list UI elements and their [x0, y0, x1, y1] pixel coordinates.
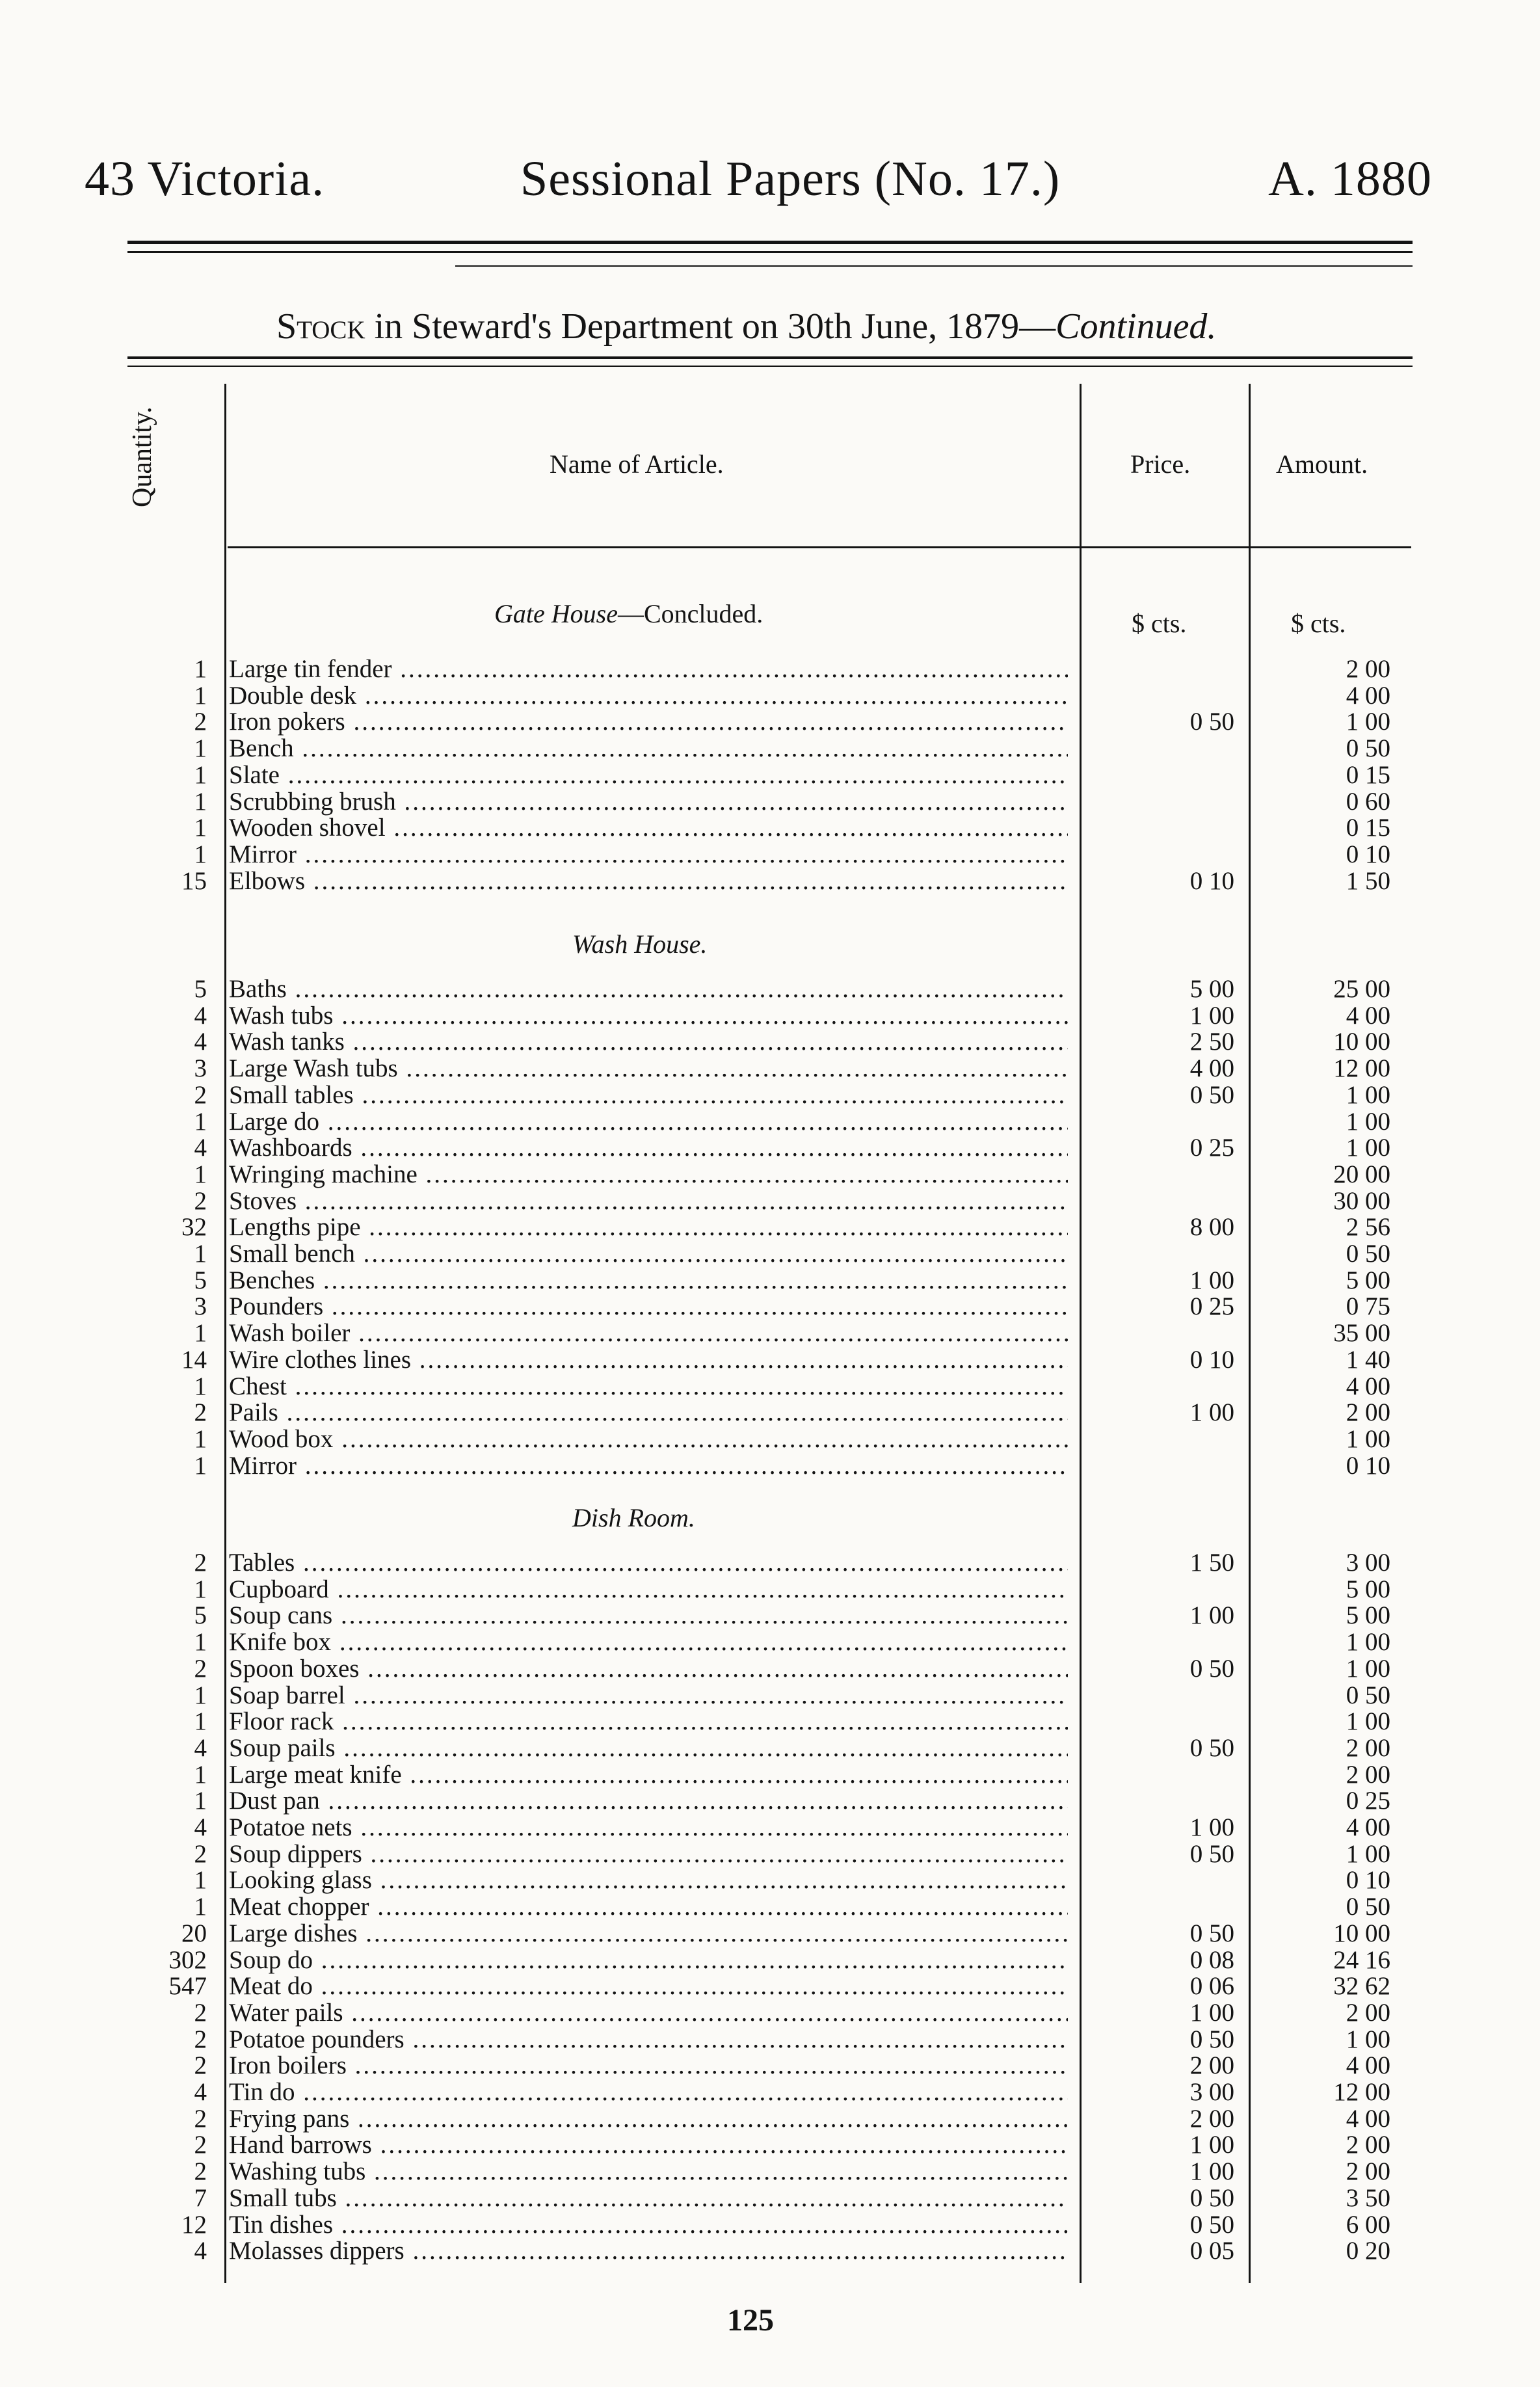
quantity-cell: 2	[194, 1839, 207, 1868]
article-name-cell: Potatoe nets .....	[229, 1814, 1068, 1841]
quantity-cell: 7	[194, 2183, 207, 2212]
quantity-cell: 1	[194, 1628, 207, 1657]
article-name-cell: Potatoe pounders .....	[229, 2026, 1068, 2053]
price-cell: 0 08	[1189, 1945, 1234, 1974]
amount-cell: 2 00	[1346, 2131, 1390, 2159]
amount-cell: 1 50	[1346, 866, 1390, 895]
amount-cell: 2 00	[1346, 2157, 1390, 2186]
header-center: Sessional Papers (No. 17.)	[520, 152, 1061, 206]
price-cell: 1 00	[1189, 1601, 1234, 1630]
article-name-cell: Washing tubs .....	[229, 2158, 1068, 2185]
amount-cell: 0 50	[1346, 1240, 1390, 1268]
price-cell: 3 00	[1189, 2078, 1234, 2106]
price-cell: 1 00	[1189, 1813, 1234, 1841]
article-name-cell: Soup dippers .....	[229, 1841, 1068, 1868]
quantity-cell: 20	[181, 1919, 207, 1947]
quantity-cell: 2	[194, 1549, 207, 1577]
article-name-cell: Double desk .....	[229, 682, 1068, 710]
article-name-cell: Large meat knife .....	[229, 1761, 1068, 1789]
amount-cell: 0 20	[1346, 2237, 1390, 2265]
price-cell: 1 00	[1189, 2157, 1234, 2186]
header-rule-thin	[127, 251, 1413, 253]
amount-cell: 1 00	[1346, 1424, 1390, 1453]
table-row	[0, 1973, 1540, 2000]
article-name-cell: Meat chopper .....	[229, 1893, 1068, 1921]
amount-cell: 4 00	[1346, 1813, 1390, 1841]
column-header-quantity: Quantity.	[127, 407, 157, 507]
title-suffix: Continued.	[1055, 306, 1217, 347]
article-name-cell: Stoves .....	[229, 1188, 1068, 1215]
price-cell: 5 00	[1189, 975, 1234, 1003]
amount-cell: 32 62	[1333, 1972, 1390, 2001]
article-name-cell: Small tables .....	[229, 1082, 1068, 1109]
amount-cell: 2 00	[1346, 1998, 1390, 2027]
quantity-cell: 2	[194, 1654, 207, 1683]
amount-cell: 4 00	[1346, 681, 1390, 710]
amount-cell: 0 50	[1346, 734, 1390, 763]
table-row	[0, 1920, 1540, 1947]
article-name-cell: Wash boiler .....	[229, 1320, 1068, 1347]
price-cell: 1 50	[1189, 1549, 1234, 1577]
article-name-cell: Elbows .....	[229, 868, 1068, 895]
article-name-cell: Looking glass .....	[229, 1867, 1068, 1894]
quantity-cell: 12	[181, 2210, 207, 2239]
section-title	[572, 1502, 695, 1533]
price-cell: 0 05	[1189, 2237, 1234, 2265]
quantity-cell: 4	[194, 1001, 207, 1030]
table-row	[0, 1761, 1540, 1789]
header-rule-thick	[127, 241, 1413, 244]
article-name-cell: Tables .....	[229, 1549, 1068, 1577]
unit-price: $ cts.	[1132, 609, 1187, 638]
article-name-cell: Small bench .....	[229, 1240, 1068, 1268]
article-name-cell: Wood box .....	[229, 1426, 1068, 1453]
quantity-cell: 1	[194, 1372, 207, 1400]
quantity-cell: 1	[194, 1575, 207, 1603]
amount-cell: 3 00	[1346, 1549, 1390, 1577]
table-header-rule	[228, 546, 1411, 548]
quantity-cell: 4	[194, 1813, 207, 1841]
amount-cell: 5 00	[1346, 1601, 1390, 1630]
article-name-cell: Mirror .....	[229, 841, 1068, 868]
table-row	[0, 1549, 1540, 1577]
quantity-cell: 1	[194, 1107, 207, 1136]
quantity-cell: 2	[194, 1186, 207, 1215]
amount-cell: 30 00	[1333, 1186, 1390, 1215]
article-name-cell: Meat do .....	[229, 1973, 1068, 2000]
amount-cell: 0 25	[1346, 1787, 1390, 1815]
price-cell: 2 00	[1189, 2104, 1234, 2133]
table-row	[0, 788, 1540, 816]
table-row	[0, 1655, 1540, 1683]
title-prefix: Stock	[276, 306, 365, 347]
quantity-cell: 1	[194, 1866, 207, 1895]
quantity-cell: 4	[194, 1134, 207, 1162]
article-name-cell: Floor rack .....	[229, 1708, 1068, 1735]
price-cell: 1 00	[1189, 1001, 1234, 1030]
article-name-cell: Soup pails .....	[229, 1735, 1068, 1762]
table-row	[0, 1267, 1540, 1294]
quantity-cell: 4	[194, 1028, 207, 1056]
price-cell: 2 00	[1189, 2051, 1234, 2080]
table-row	[0, 2131, 1540, 2159]
price-cell: 0 50	[1189, 1919, 1234, 1947]
amount-cell: 1 00	[1346, 1628, 1390, 1657]
amount-cell: 1 00	[1346, 1707, 1390, 1736]
article-name-cell: Mirror .....	[229, 1452, 1068, 1480]
table-row	[0, 1787, 1540, 1815]
article-name-cell: Hand barrows .....	[229, 2131, 1068, 2159]
quantity-cell: 1	[194, 681, 207, 710]
table-row	[0, 1999, 1540, 2027]
quantity-cell: 2	[194, 1080, 207, 1109]
section-title	[494, 598, 763, 629]
amount-cell: 1 00	[1346, 1080, 1390, 1109]
amount-cell: 1 00	[1346, 708, 1390, 736]
amount-cell: 0 50	[1346, 1893, 1390, 1921]
quantity-cell: 4	[194, 2078, 207, 2106]
article-name-cell: Soup do .....	[229, 1947, 1068, 1974]
quantity-cell: 547	[168, 1972, 207, 2001]
quantity-cell: 4	[194, 2237, 207, 2265]
amount-cell: 20 00	[1333, 1160, 1390, 1188]
price-cell: 0 50	[1189, 2210, 1234, 2239]
table-row	[0, 1161, 1540, 1188]
quantity-cell: 5	[194, 1266, 207, 1294]
price-cell: 0 50	[1189, 1654, 1234, 1683]
table-row	[0, 1214, 1540, 1241]
table-row	[0, 1452, 1540, 1480]
quantity-cell: 1	[194, 1319, 207, 1348]
table-row	[0, 656, 1540, 683]
table-row	[0, 708, 1540, 736]
price-cell: 0 50	[1189, 2183, 1234, 2212]
table-row	[0, 1735, 1540, 1762]
amount-cell: 10 00	[1333, 1919, 1390, 1947]
header-left: 43 Victoria.	[85, 152, 325, 206]
quantity-cell: 3	[194, 1292, 207, 1321]
table-row	[0, 1629, 1540, 1656]
amount-cell: 5 00	[1346, 1266, 1390, 1294]
article-name-cell: Scrubbing brush .....	[229, 788, 1068, 816]
article-name-cell: Frying pans .....	[229, 2105, 1068, 2133]
price-cell: 2 50	[1189, 1028, 1234, 1056]
price-cell: 1 00	[1189, 1998, 1234, 2027]
article-name-cell: Large Wash tubs .....	[229, 1055, 1068, 1082]
table-row	[0, 2185, 1540, 2212]
table-row	[0, 2052, 1540, 2079]
quantity-cell: 15	[181, 866, 207, 895]
price-cell: 0 50	[1189, 1839, 1234, 1868]
article-name-cell: Small tubs .....	[229, 2185, 1068, 2212]
amount-cell: 35 00	[1333, 1319, 1390, 1348]
article-name-cell: Large tin fender .....	[229, 656, 1068, 683]
article-name-cell: Lengths pipe .....	[229, 1214, 1068, 1241]
article-name-cell: Soap barrel .....	[229, 1682, 1068, 1709]
page-number: 125	[727, 2303, 774, 2338]
quantity-cell: 2	[194, 2051, 207, 2080]
price-cell: 0 50	[1189, 708, 1234, 736]
amount-cell: 2 00	[1346, 1733, 1390, 1762]
table-row	[0, 1682, 1540, 1709]
section-title-rest: —Concluded.	[617, 599, 763, 628]
table-row	[0, 976, 1540, 1003]
article-name-cell: Washboards .....	[229, 1134, 1068, 1162]
article-name-cell: Cupboard .....	[229, 1576, 1068, 1603]
column-header-price: Price.	[1130, 449, 1191, 479]
price-cell: 1 00	[1189, 1398, 1234, 1427]
article-name-cell: Tin dishes .....	[229, 2211, 1068, 2239]
table-row	[0, 1893, 1540, 1921]
amount-cell: 1 00	[1346, 2025, 1390, 2053]
table-row	[0, 1188, 1540, 1215]
table-row	[0, 1028, 1540, 1056]
quantity-cell: 2	[194, 2157, 207, 2186]
price-cell: 0 10	[1189, 1345, 1234, 1374]
title-main: in Steward's Department on 30th June, 1879—	[365, 306, 1056, 347]
price-cell: 0 50	[1189, 1080, 1234, 1109]
article-name-cell: Bench .....	[229, 735, 1068, 762]
quantity-cell: 1	[194, 840, 207, 868]
table-row	[0, 1134, 1540, 1162]
amount-cell: 5 00	[1346, 1575, 1390, 1603]
amount-cell: 4 00	[1346, 2051, 1390, 2080]
quantity-cell: 2	[194, 2025, 207, 2053]
table-row	[0, 868, 1540, 895]
quantity-cell: 1	[194, 787, 207, 816]
article-name-cell: Dust pan .....	[229, 1787, 1068, 1815]
document-title	[276, 306, 1216, 347]
amount-cell: 25 00	[1333, 975, 1390, 1003]
article-name-cell: Soup cans .....	[229, 1602, 1068, 1629]
amount-cell: 6 00	[1346, 2210, 1390, 2239]
quantity-cell: 4	[194, 1733, 207, 1762]
table-row	[0, 1055, 1540, 1082]
table-row	[0, 841, 1540, 868]
amount-cell: 0 15	[1346, 760, 1390, 789]
price-cell: 4 00	[1189, 1054, 1234, 1083]
table-row	[0, 1373, 1540, 1400]
article-name-cell: Iron boilers .....	[229, 2052, 1068, 2079]
column-header-name: Name of Article.	[550, 449, 724, 479]
table-row	[0, 1947, 1540, 1974]
article-name-cell: Chest .....	[229, 1373, 1068, 1400]
table-row	[0, 1814, 1540, 1841]
price-cell: 0 50	[1189, 2025, 1234, 2053]
price-cell: 1 00	[1189, 2131, 1234, 2159]
section-title	[572, 929, 707, 959]
quantity-cell: 3	[194, 1054, 207, 1083]
quantity-cell: 1	[194, 1787, 207, 1815]
quantity-cell: 2	[194, 2104, 207, 2133]
amount-cell: 1 40	[1346, 1345, 1390, 1374]
section-title-italic: Wash House.	[572, 929, 708, 959]
article-name-cell: Tin do .....	[229, 2079, 1068, 2106]
quantity-cell: 1	[194, 734, 207, 763]
table-row	[0, 1346, 1540, 1374]
unit-amount: $ cts.	[1291, 609, 1346, 638]
table-row	[0, 814, 1540, 842]
article-name-cell: Pails .....	[229, 1399, 1068, 1426]
quantity-cell: 1	[194, 814, 207, 842]
article-name-cell: Molasses dippers .....	[229, 2237, 1068, 2265]
quantity-cell: 1	[194, 760, 207, 789]
amount-cell: 10 00	[1333, 1028, 1390, 1056]
price-cell: 8 00	[1189, 1213, 1234, 1242]
amount-cell: 2 56	[1346, 1213, 1390, 1242]
quantity-cell: 14	[181, 1345, 207, 1374]
table-row	[0, 682, 1540, 710]
amount-cell: 0 15	[1346, 814, 1390, 842]
article-name-cell: Wash tubs .....	[229, 1002, 1068, 1030]
table-row	[0, 1576, 1540, 1603]
quantity-cell: 1	[194, 1681, 207, 1709]
table-row	[0, 1426, 1540, 1453]
table-row	[0, 735, 1540, 762]
quantity-cell: 1	[194, 1240, 207, 1268]
quantity-cell: 2	[194, 1398, 207, 1427]
table-row	[0, 1082, 1540, 1109]
price-cell: 0 25	[1189, 1292, 1234, 1321]
table-row	[0, 2211, 1540, 2239]
amount-cell: 4 00	[1346, 1001, 1390, 1030]
amount-cell: 0 60	[1346, 787, 1390, 816]
amount-cell: 4 00	[1346, 2104, 1390, 2133]
table-row	[0, 1002, 1540, 1030]
article-name-cell: Wooden shovel .....	[229, 814, 1068, 842]
article-name-cell: Wire clothes lines .....	[229, 1346, 1068, 1374]
table-row	[0, 1320, 1540, 1347]
quantity-cell: 302	[168, 1945, 207, 1974]
quantity-cell: 2	[194, 1998, 207, 2027]
amount-cell: 2 00	[1346, 655, 1390, 683]
amount-cell: 0 10	[1346, 840, 1390, 868]
article-name-cell: Slate .....	[229, 762, 1068, 789]
article-name-cell: Wringing machine .....	[229, 1161, 1068, 1188]
quantity-cell: 1	[194, 1160, 207, 1188]
table-row	[0, 1708, 1540, 1735]
amount-cell: 1 00	[1346, 1134, 1390, 1162]
article-name-cell: Wash tanks .....	[229, 1028, 1068, 1056]
amount-cell: 12 00	[1333, 2078, 1390, 2106]
table-row	[0, 1293, 1540, 1320]
price-cell: 0 50	[1189, 1733, 1234, 1762]
price-cell: 1 00	[1189, 1266, 1234, 1294]
quantity-cell: 1	[194, 1893, 207, 1921]
amount-cell: 2 00	[1346, 1398, 1390, 1427]
table-row	[0, 1867, 1540, 1894]
table-top-rule	[127, 356, 1413, 359]
article-name-cell: Baths .....	[229, 976, 1068, 1003]
table-row	[0, 1108, 1540, 1136]
table-row	[0, 2158, 1540, 2185]
quantity-cell: 1	[194, 1707, 207, 1736]
section-title-italic: Gate House	[494, 599, 618, 628]
table-row	[0, 1240, 1540, 1268]
amount-cell: 24 16	[1333, 1945, 1390, 1974]
table-row	[0, 2105, 1540, 2133]
table-row	[0, 1399, 1540, 1426]
amount-cell: 1 00	[1346, 1654, 1390, 1683]
quantity-cell: 1	[194, 1424, 207, 1453]
quantity-cell: 5	[194, 1601, 207, 1630]
price-cell: 0 25	[1189, 1134, 1234, 1162]
amount-cell: 12 00	[1333, 1054, 1390, 1083]
table-row	[0, 762, 1540, 789]
header-right: A. 1880	[1268, 152, 1432, 206]
quantity-cell: 5	[194, 975, 207, 1003]
amount-cell: 0 50	[1346, 1681, 1390, 1709]
article-name-cell: Iron pokers .....	[229, 708, 1068, 736]
quantity-cell: 1	[194, 655, 207, 683]
price-cell: 0 10	[1189, 866, 1234, 895]
amount-cell: 4 00	[1346, 1372, 1390, 1400]
table-row	[0, 2026, 1540, 2053]
quantity-cell: 1	[194, 1760, 207, 1789]
price-cell: 0 06	[1189, 1972, 1234, 2001]
article-name-cell: Pounders .....	[229, 1293, 1068, 1320]
table-row	[0, 1602, 1540, 1629]
table-row	[0, 2079, 1540, 2106]
article-name-cell: Water pails .....	[229, 1999, 1068, 2027]
amount-cell: 0 10	[1346, 1866, 1390, 1895]
section-title-italic: Dish Room.	[572, 1503, 695, 1532]
amount-cell: 1 00	[1346, 1839, 1390, 1868]
amount-cell: 1 00	[1346, 1107, 1390, 1136]
table-row	[0, 2237, 1540, 2265]
header-rule-short	[455, 265, 1413, 267]
article-name-cell: Knife box .....	[229, 1629, 1068, 1656]
amount-cell: 3 50	[1346, 2183, 1390, 2212]
quantity-cell: 1	[194, 1451, 207, 1480]
table-row	[0, 1841, 1540, 1868]
column-header-amount: Amount.	[1276, 449, 1368, 479]
article-name-cell: Large dishes .....	[229, 1920, 1068, 1947]
amount-cell: 0 10	[1346, 1451, 1390, 1480]
article-name-cell: Benches .....	[229, 1267, 1068, 1294]
amount-cell: 0 75	[1346, 1292, 1390, 1321]
quantity-cell: 32	[181, 1213, 207, 1242]
article-name-cell: Large do .....	[229, 1108, 1068, 1136]
article-name-cell: Spoon boxes .....	[229, 1655, 1068, 1683]
quantity-cell: 2	[194, 708, 207, 736]
quantity-cell: 2	[194, 2131, 207, 2159]
amount-cell: 2 00	[1346, 1760, 1390, 1789]
table-top-rule-thin	[127, 366, 1413, 367]
